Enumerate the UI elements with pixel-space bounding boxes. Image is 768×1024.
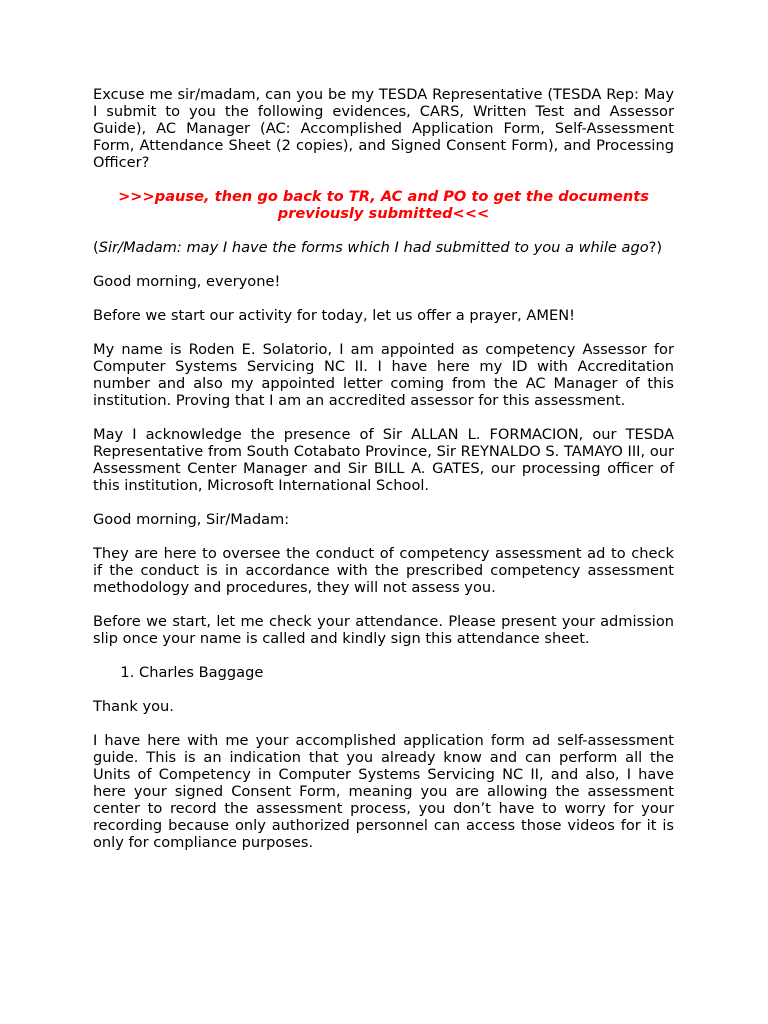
paragraph-acknowledge: May I acknowledge the presence of Sir ALLAN L. FORMACION, our TESDA Representative from South Cotabato Province, Sir REYNALDO S. TAMAYO III, our Assessment Center Manager and Sir BILL A. GATES, our processing officer of this institution, Microsoft International School. xyxy=(93,426,674,494)
list-item: 1. Charles Baggage xyxy=(139,664,674,681)
paren-open: ( xyxy=(93,239,99,256)
paragraph-attendance: Before we start, let me check your attendance. Please present your admission slip once your name is called and kindly sign this attendance sheet. xyxy=(93,613,674,647)
paragraph-greeting-sir: Good morning, Sir/Madam: xyxy=(93,511,290,528)
pause-instruction: >>>pause, then go back to TR, AC and PO to get the documents previously submitted<<< xyxy=(118,188,649,222)
paragraph-consent: I have here with me your accomplished application form ad self-assessment guide. This is an indication that you already know and can perform all the Units of Competency in Computer Systems Servicing NC II, and also, I have here your signed Consent Form, meaning you are allowing the assessment center to record the assessment process, you don’t have to worry for your recording because only authorized personnel can access those videos for it is only for compliance purposes. xyxy=(93,732,674,851)
paragraph-forms-request xyxy=(93,239,674,256)
forms-request-text: Sir/Madam: may I have the forms which I had submitted to you a while ago xyxy=(98,239,649,256)
paragraph-thanks: Thank you. xyxy=(93,698,174,715)
document-body xyxy=(93,86,674,868)
paragraph-intro-request: Excuse me sir/madam, can you be my TESDA Representative (TESDA Rep: May I submit to you the following evidences, CARS, Written Test and Assessor Guide), AC Manager (AC: Accomplished Application Form, Self-Assessment Form, Attendance Sheet (2 copies), and Signed Consent Form), and Processing Officer? xyxy=(93,86,674,171)
paragraph-prayer: Before we start our activity for today, let us offer a prayer, AMEN! xyxy=(93,307,575,324)
paragraph-assessor-intro: My name is Roden E. Solatorio, I am appointed as competency Assessor for Computer Systems Servicing NC II. I have here my ID with Accreditation number and also my appointed letter coming from the AC Manager of this institution. Proving that I am an accredited assessor for this assessment. xyxy=(93,341,674,409)
paragraph-greeting: Good morning, everyone! xyxy=(93,273,281,290)
paragraph-oversee: They are here to oversee the conduct of competency assessment ad to check if the conduct is in accordance with the prescribed competency assessment methodology and procedures, they will not assess you. xyxy=(93,545,674,596)
attendance-list xyxy=(93,664,674,681)
paren-close: ?) xyxy=(648,239,663,256)
